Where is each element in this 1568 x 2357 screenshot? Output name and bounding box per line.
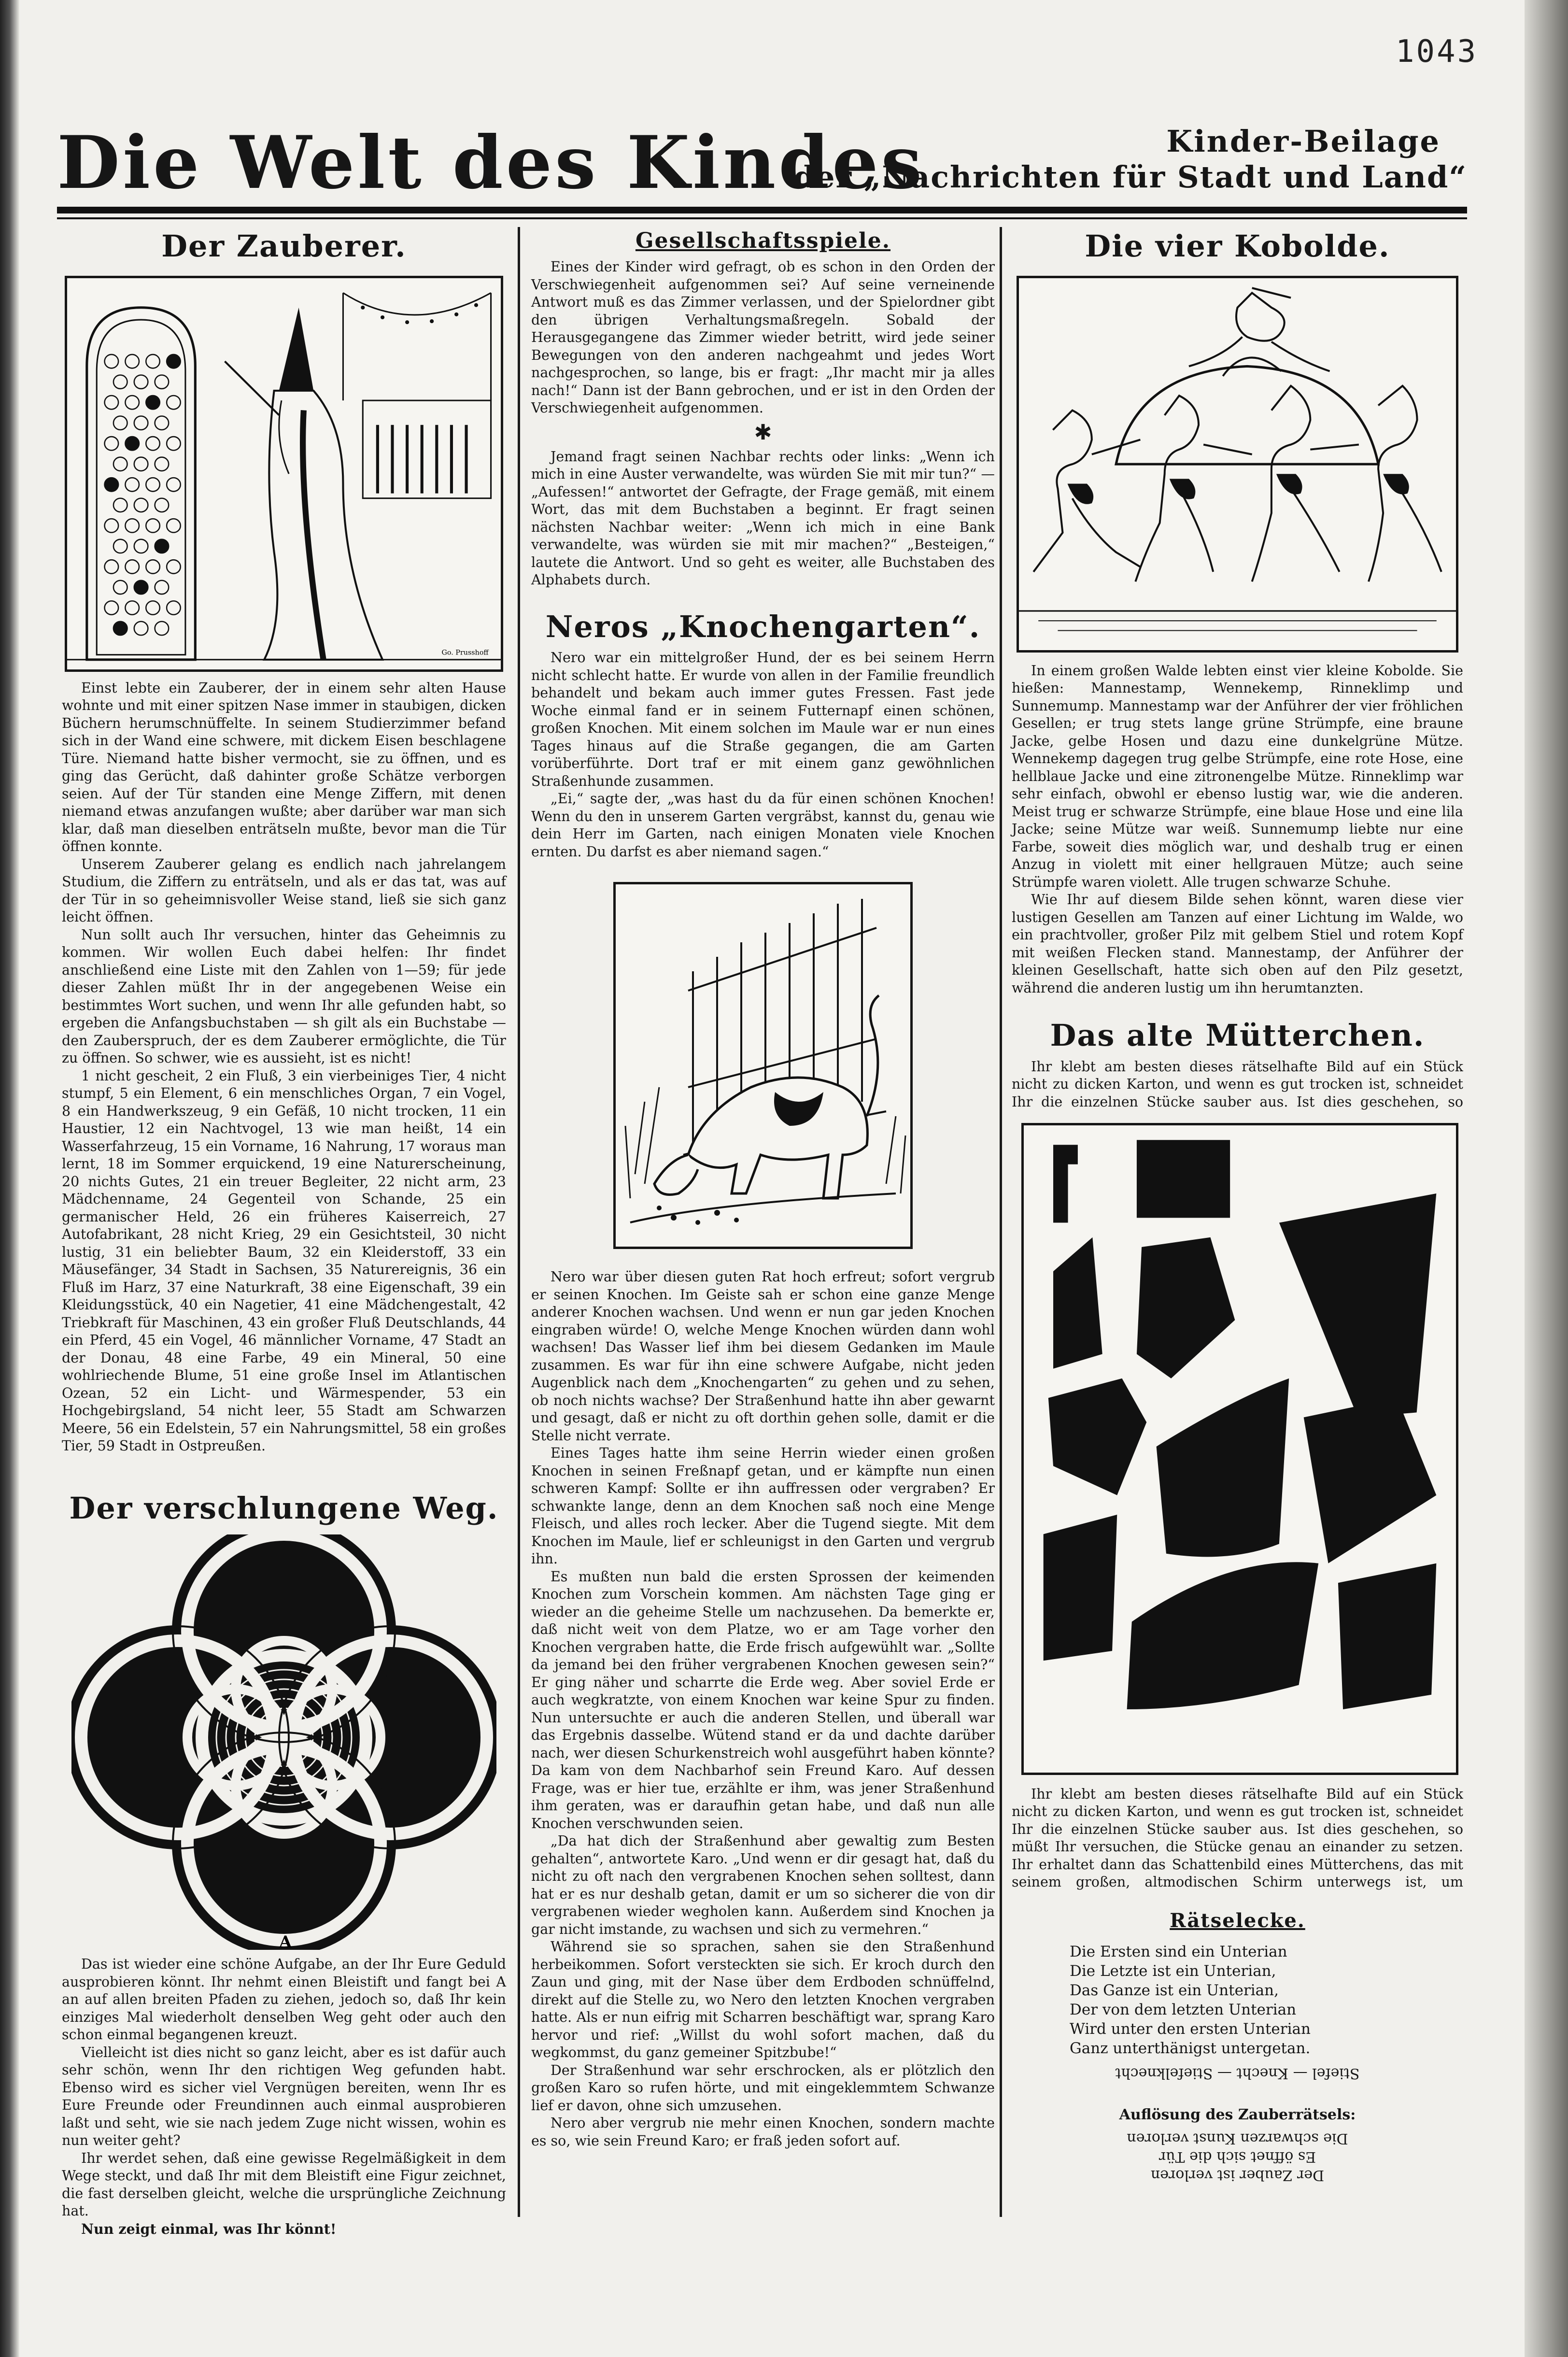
gesellschaft-paragraph: Eines der Kinder wird gefragt, ob es schon in den Orden der Verschwiegenheit aufgenommen sei? Auf seine verneinende Antwort muß es das Zimmer verlassen, und der Spielordner gibt den übrigen Verhaltungsmaßregeln. Sobald der Herausgegangene das Zimmer wieder betritt, wird jede seiner Bewegungen von den anderen nachgeahmt und jedes Wort nachgesprochen, so lange, bis er fragt: „Ihr macht mir ja alles nach!“ Dann ist der Bann gebrochen, und er ist in den Orden der Verschwiegenheit aufgenommen. (531, 259, 995, 416)
zauberer-paragraph: Unserem Zauberer gelang es endlich nach jahrelangem Studium, die Ziffern zu enträtseln, und als er das tat, was auf der Tür in so geheimnisvoller Weise stand, ließ sie sich ganz leicht öffnen. (62, 856, 506, 925)
kobolde-title: Die vier Kobolde. (1085, 228, 1390, 264)
spacer (531, 589, 995, 608)
nero-paragraph: Während sie so sprachen, sahen sie den Straßenhund herbeikommen. Sofort versteckten sie sich. Er kroch durch den Zaun und ging, mit der Nase über dem Erdboden schnüffelnd, direkt auf die Stelle zu, wo Nero den letzten Knochen vergraben hatte. Als er nun eifrig mit Scharren beschäftigt war, sprang Karo hervor und rief: „Willst du wohl sofort machen, daß du wegkommst, du ganz gemeiner Spitzbube!“ (531, 1939, 995, 2061)
maze-start-label: A (279, 1932, 292, 1950)
solution-line: Der Zauber ist verloren (1150, 2166, 1325, 2184)
muetterchen-paragraph: Ihr klebt am besten dieses rätselhafte Bild auf ein Stück nicht zu dicken Karton, und wenn es gut trocken ist, schneidet Ihr die einzelnen Stücke sauber aus. Ist dies geschehen, so müßt Ihr versuchen, die Stücke genau an einander zu setzen. Ihr erhaltet dann das Schattenbild eines Mütterchens, das mit seinem großen, altmodischen Schirm unterwegs ist, um (1012, 1786, 1463, 1890)
kobolde-paragraph: Wie Ihr auf diesem Bilde sehen könnt, waren diese vier lustigen Gesellen am Tanzen auf einer Lichtung im Walde, wo ein prachtvoller, großer Pilz mit gelbem Stiel und rotem Kopf mit weißen Flecken stand. Mannestamp, der Anführer der kleinen Gesellschaft, hatte sich oben auf den Pilz gesetzt, während die anderen lustig um ihn herumtanzten. (1012, 892, 1463, 996)
muetterchen-intro: Ihr klebt am besten dieses rätselhafte Bild auf ein Stück nicht zu dicken Karton, und wenn es gut trocken ist, schneidet Ihr die einzelnen Stücke sauber aus. Ist dies geschehen, so (1012, 1058, 1463, 1110)
zauberer-word-list: 1 nicht gescheit, 2 ein Fluß, 3 ein vierbeiniges Tier, 4 nicht stumpf, 5 ein Element, 6 ein menschliches Organ, 7 ein Vogel, 8 ein Handwerkszeug, 9 ein Gefäß, 10 nicht trocken, 11 ein Haustier, 12 ein Nachtvogel, 13 wie man heißt, 14 ein Wasserfahrzeug, 15 ein Vorname, 16 Nahrung, 17 woraus man lernt, 18 im Sommer erquickend, 19 eine Naturerscheinung, 20 nichts Gutes, 21 ein treuer Begleiter, 22 nicht arm, 23 Mädchenname, 24 Gegenteil von Schande, 25 ein germanischer Held, 26 ein früheres Kaiserreich, 27 Autofabrikant, 28 nicht Krieg, 29 ein Gesichtsteil, 30 nicht lustig, 31 ein beliebter Baum, 32 ein Kleiderstoff, 33 ein Mäusefänger, 34 Stadt in Sachsen, 35 Naturereignis, 36 ein Fluß im Harz, 37 eine Naturkraft, 38 eine Eigenschaft, 39 ein Kleidungsstück, 40 ein Nagetier, 41 eine Mädchengestalt, 42 Triebkraft für Maschinen, 43 ein großer Fluß Deutschlands, 44 ein Pferd, 45 ein Vogel, 46 männlicher Vorname, 47 Stadt an der Donau, 48 eine Farbe, 49 ein Mineral, 50 eine wohlriechende Blume, 51 eine große Insel im Atlantischen Ozean, 52 ein Licht- und Wärmespender, 53 ein Hochgebirgsland, 54 nicht leer, 55 Stadt am Schwarzen Meere, 56 ein Edelstein, 57 ein Nahrungsmittel, 58 ein großes Tier, 59 Stadt in Ostpreußen. (62, 1067, 506, 1454)
nero-title: Neros „Knochengarten“. (545, 609, 981, 644)
scan-right-edge (1525, 0, 1568, 2357)
raetsel-title: Rätselecke. (1170, 1909, 1305, 1932)
weg-paragraph: Das ist wieder eine schöne Aufgabe, an der Ihr Eure Geduld ausprobieren könnt. Ihr nehmt einen Bleistift und fangt bei A an auf allen breiten Pfaden zu ziehen, jedoch so, daß Ihr kein einziges Mal wiederholt denselben Weg geht oder auch den schon einmal begangenen kreuzt. (62, 1956, 506, 2043)
nero-paragraph: Nero war über diesen guten Rat hoch erfreut; sofort vergrub er seinen Knochen. Im Geiste sah er schon eine ganze Menge anderer Knochen wachsen. Und wenn er nun gar jeden Knochen eingraben würde! O, welche Menge Knochen würden dann wohl wachsen! Das Wasser lief ihm bei diesem Gedanken im Maule zusammen. Es war für ihn eine schwere Aufgabe, nicht jeden Augenblick nach dem „Knochengarten“ zu gehen und zu sehen, ob noch nichts wachse? Der Straßenhund hatte ihn aber gewarnt und gesagt, daß er nicht zu oft dorthin gehen solle, damit er die Stelle nicht verrate. (531, 1269, 995, 1444)
column-1 (62, 227, 506, 2238)
page-number: 1043 (1396, 34, 1478, 70)
nero-paragraph: Nero aber vergrub nie mehr einen Knochen, sondern machte es so, wie sein Freund Karo; er fraß jeden sofort auf. (531, 2115, 995, 2149)
zauberer-paragraph: Einst lebte ein Zauberer, der in einem sehr alten Hause wohnte und mit einer spitzen Nase immer in staubigen, dicken Büchern herumschnüffelte. In seinem Studierzimmer befand sich in der Wand eine schwere, mit dickem Eisen beschlagene Türe. Niemand hatte bisher vermocht, sie zu öffnen, und es ging das Gerücht, daß dahinter große Schätze verborgen seien. Auf der Tür standen eine Menge Ziffern, mit denen niemand etwas anzufangen wußte; aber darüber war man sich klar, daß man dieselben enträtseln mußte, bevor man die Tür öffnen konnte. (62, 680, 506, 855)
section-separator: ✱ (754, 420, 772, 445)
zauberer-text (62, 680, 506, 1455)
zauberer-title: Der Zauberer. (161, 228, 407, 264)
zauberer-paragraph: Nun sollt auch Ihr versuchen, hinter das Geheimnis zu kommen. Wir wollen Euch dabei helfen: Ihr findet anschließend eine Liste mit den Zahlen von 1—59; für jede dieser Zahlen müßt Ihr in der angegebenen Weise ein bestimmtes Wort suchen, und wenn Ihr alle gefunden habt, so ergeben die Anfangsbuchstaben — sh gilt als ein Buchstabe — den Zauberspruch, der es dem Zauberer ermöglichte, die Tür zu öffnen. So schwer, wie es aussieht, ist es nicht! (62, 926, 506, 1066)
raetsel-line: Wird unter den ersten Unterian (1070, 2020, 1311, 2038)
raetsel-line: Die Letzte ist ein Unterian, (1070, 1962, 1276, 1980)
kobolde-illustration (1017, 276, 1458, 653)
masthead (57, 121, 1467, 205)
nero-paragraph: „Ei,“ sagte der, „was hast du da für einen schönen Knochen! Wenn du den in unserem Garten vergräbst, kannst du, genau wie dein Herr im Garten, nach einigen Monaten viele Knochen ernten. Du darfst es aber niemand sagen.“ (531, 791, 995, 860)
dog-illustration (613, 882, 913, 1249)
gesellschaft-paragraph: Jemand fragt seinen Nachbar rechts oder links: „Wenn ich mich in eine Auster verwandelte, was würden Sie mit mir tun?“ — „Aufessen!“ antwortet der Gefragte, der Frage gemäß, mit einem Wort, das mit dem Buchstaben a beginnt. Er fragt seinen nächsten Nachbar weiter: „Wenn ich mich in eine Bank verwandelte, was würden sie mit mir machen?“ „Besteigen,“ lautete die Antwort. Und so geht es weiter, alle Buchstaben des Alphabets durch. (531, 448, 995, 588)
raetsel-poem (1070, 1942, 1463, 2058)
weg-paragraph: Ihr werdet sehen, daß eine gewisse Regelmäßigkeit in dem Wege steckt, und daß Ihr mit dem Bleistift eine Figur zeichnet, die fast derselben gleicht, welche die ursprüngliche Zeichnung hat. (62, 2150, 506, 2219)
wizard-door-drawing (67, 278, 501, 669)
raetsel-line: Der von dem letzten Unterian (1070, 2001, 1297, 2018)
nero-paragraph: „Da hat dich der Straßenhund aber gewaltig zum Besten gehalten“, antwortete Karo. „Und wenn er dir gesagt hat, daß du nicht zu oft nach den vergrabenen Knochen sehen solltest, dann hat er es nur deshalb getan, damit er um so sicherer die von dir vergrabenen wieder wegholen kann. Außerdem sind Knochen ja gar nicht imstande, zu wachsen und sich zu vermehren.“ (531, 1833, 995, 1937)
raetsel-line: Das Ganze ist ein Unterian, (1070, 1981, 1279, 1999)
solution-line: Die schwarzen Kunst verloren (1127, 2130, 1348, 2147)
interwoven-path-figure (71, 1534, 496, 1950)
muetterchen-title: Das alte Mütterchen. (1050, 1018, 1425, 1053)
nero-paragraph: Nero war ein mittelgroßer Hund, der es bei seinem Herrn nicht schlecht hatte. Er wurde von allen in der Familie freundlich behandelt und bekam auch immer gutes Fressen. Fast jede Woche einmal fand er in seinem Futternapf einen schönen, großen Knochen. Mit einem solchen im Maule war er nun eines Tages hinaus auf die Straße gegangen, die am Garten vorüberführte. Dort traf er mit einem ganz gewöhnlichen Straßenhunde zusammen. (531, 650, 995, 789)
solution-title: Auflösung des Zauberrätsels: (1119, 2106, 1356, 2123)
silhouette-puzzle (1021, 1123, 1458, 1775)
illustration-signature: Go. Prusshoff (441, 649, 489, 657)
raetsel-line: Ganz unterthänigst untergetan. (1070, 2039, 1311, 2057)
weg-paragraph: Vielleicht ist dies nicht so ganz leicht, aber es ist dafür auch sehr schön, wenn Ihr den richtigen Weg gefunden habt. Ebenso wird es sicher viel Vergnügen bereiten, wenn Ihr es Eure Freunde oder Freundinnen auch einmal ausprobieren laßt und seht, wie sie nach jedem Zuge nicht wissen, wohin es nun weiter geht? (62, 2044, 506, 2149)
masthead-rule-thin (57, 217, 1467, 219)
goblins-dancing-drawing (1019, 278, 1456, 650)
spacer (62, 1455, 506, 1489)
column-divider-2 (1000, 227, 1002, 2217)
maze-figure (71, 1534, 496, 1950)
weg-text (62, 1956, 506, 2238)
column-divider-1 (518, 227, 520, 2217)
column-3 (1012, 227, 1463, 2184)
masthead-subtitle-1: Kinder-Beilage (1166, 124, 1441, 159)
masthead-subtitle-2: der „Nachrichten für Stadt und Land“ (793, 159, 1467, 195)
nero-paragraph: Der Straßenhund war sehr erschrocken, als er plötzlich den großen Karo so rufen hörte, und mit eingeklemmtem Schwanze lief er davon, ohne sich umzusehen. (531, 2062, 995, 2114)
zauberer-illustration (65, 276, 503, 672)
gesellschaft-title: Gesellschaftsspiele. (635, 228, 891, 253)
weg-title: Der verschlungene Weg. (69, 1490, 499, 1526)
masthead-title: Die Welt des Kindes (57, 120, 925, 205)
raetsel-line: Die Ersten sind ein Unterian (1070, 1943, 1287, 1960)
scan-left-edge (0, 0, 19, 2357)
solution-upside-down (1012, 2129, 1463, 2184)
dog-digging-drawing (616, 884, 910, 1247)
spacer (1012, 997, 1463, 1016)
weg-closing: Nun zeigt einmal, was Ihr könnt! (81, 2220, 337, 2237)
solution-line: Es öffnet sich die Tür (1158, 2148, 1316, 2165)
silhouette-puzzle-pieces (1024, 1125, 1456, 1773)
kobolde-paragraph: In einem großen Walde lebten einst vier kleine Kobolde. Sie hießen: Mannestamp, Wennekemp, Rinneklimp und Sunnemump. Mannestamp war der Anführer der vier fröhlichen Gesellen; er trug stets lange grüne Strümpfe, eine braune Jacke, gelbe Hosen und dazu eine dunkelgrüne Mütze. Wennekemp dagegen trug gelbe Strümpfe, eine rote Hose, eine hellblaue Jacke und eine zitronengelbe Mütze. Rinneklimp war sehr einfach, obwohl er ebenso lustig war, wie die anderen. Meist trug er schwarze Strümpfe, eine blaue Hose und eine lila Jacke; seine Mütze war weiß. Sunnemump liebte nur eine Farbe, soweit dies möglich war, und deshalb trug er einen Anzug in violett mit einer hellgrauen Mütze; auch seine Strümpfe waren violett. Alle trugen schwarze Schuhe. (1012, 662, 1463, 890)
column-2 (531, 227, 995, 2150)
nero-paragraph: Eines Tages hatte ihm seine Herrin wieder einen großen Knochen in seinen Freßnapf getan, und er kämpfte nun einen schweren Kampf: Sollte er ihn auffressen oder vergraben? Er schwankte lange, denn an dem Knochen saß noch eine Menge Fleisch, und alles roch lecker. Aber die Tugend siegte. Mit dem Knochen im Maule, lief er schleunigst in den Garten und vergrub ihn. (531, 1445, 995, 1567)
nero-paragraph: Es mußten nun bald die ersten Sprossen der keimenden Knochen zum Vorschein kommen. Am nächsten Tage ging er wieder an die geheime Stelle um nachzusehen. Da bemerkte er, daß nicht weit von dem Platze, wo er am Tage vorher den Knochen vergraben hatte, die Erde frisch aufgewühlt war. „Sollte da jemand bei den früher vergrabenen Knochen gewesen sein?“ Er ging näher und scharrte die Erde weg. Aber soviel Erde er auch wegkratzte, von einem Knochen war keine Spur zu finden. Nun untersuchte er auch die anderen Stellen, und überall war das Ergebnis dasselbe. Wütend stand er da und dachte darüber nach, wer diesen Schurkenstreich wohl ausgeführt haben könnte? Da kam von dem Nachbarhof sein Freund Karo. Auf dessen Frage, was er hier tue, erzählte er ihm, was jener Straßenhund ihm geraten, was er daraufhin getan habe, und daß nun alle Knochen verschwunden seien. (531, 1568, 995, 1832)
masthead-rule (57, 207, 1467, 213)
raetsel-answer-upside-down: Stiefel — Knecht — Stiefelknecht (1115, 2064, 1360, 2082)
